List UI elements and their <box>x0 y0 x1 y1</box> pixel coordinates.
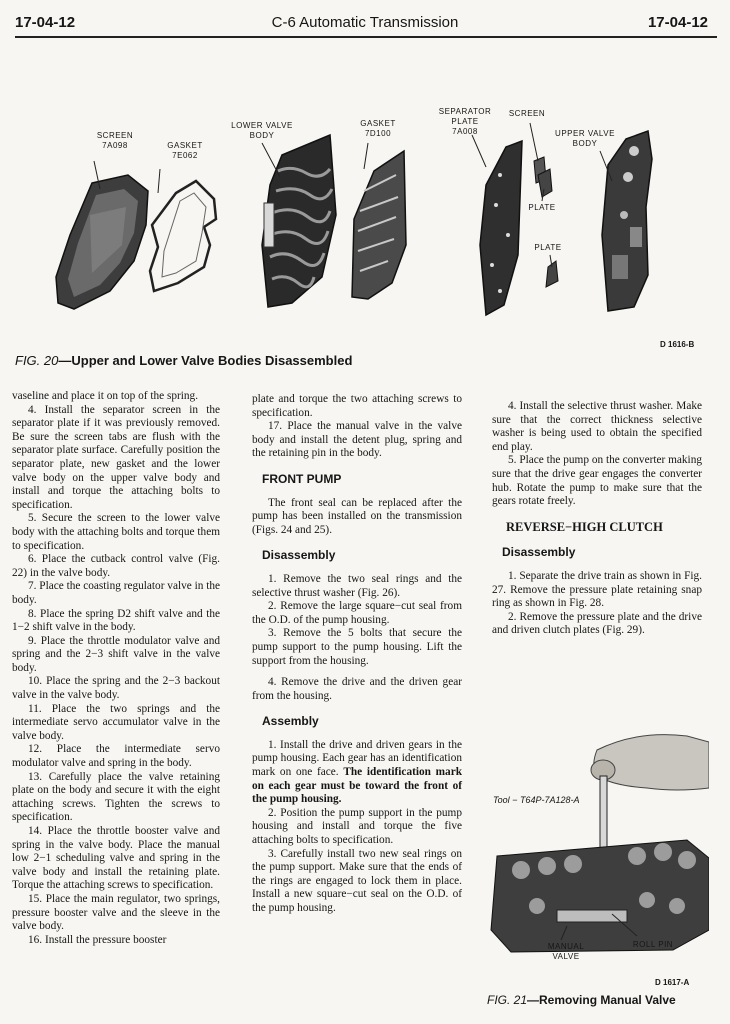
heading-disassembly-2: Disassembly <box>502 545 576 560</box>
paragraph: 3. Remove the 5 bolts that secure the pump support to the pump housing. Lift the support from the housing. <box>252 627 462 667</box>
separator-plate-part <box>480 141 522 315</box>
screen-part <box>56 175 148 309</box>
paragraph: 2. Position the pump support in the pump housing and install and torque the five attaching bolts to specification. <box>252 806 462 847</box>
callout-upper-valve-body: UPPER VALVE BODY <box>555 129 615 148</box>
figure-20-illustration <box>30 95 710 330</box>
manual-valve-removal-illustration <box>487 730 709 992</box>
figure-21-ref-code: D 1617-A <box>655 978 690 987</box>
manual-valve-shape <box>557 910 627 922</box>
callout-plate-upper: PLATE <box>528 203 556 212</box>
paragraph: 14. Place the throttle booster valve and spring in the valve body. Place the manual low 2−1 scheduling valve and spring in the valve body and install the retaining plate. Torque the attaching screws to specification. <box>12 825 220 892</box>
paragraph: 15. Place the main regulator, two springs, pressure booster valve and the sleeve in the valve body. <box>12 892 220 933</box>
callout-gasket-7e062: GASKET 7E062 <box>167 141 203 160</box>
paragraph: 6. Place the cutback control valve (Fig. 22) in the valve body. <box>12 553 220 579</box>
paragraph: 16. Install the pressure booster <box>28 933 167 946</box>
paragraph: 12. Place the intermediate servo modulator valve and spring in the body. <box>12 743 220 770</box>
figure-20-ref-code: D 1616-B <box>660 340 695 349</box>
paragraph: 5. Place the pump on the converter making sure that the drive gear engages the converter hub. Rotate the pump to make sure that the gears rotate freely. <box>492 454 702 508</box>
text-column-1 <box>12 390 220 947</box>
tool-callout: Tool − T64P-7A128-A <box>493 795 580 805</box>
paragraph <box>252 739 462 807</box>
paragraph: 4. Install the separator screen in the separator plate if it was previously removed. Be sure the screen tabs are flush with the separator plate surface. Carefully position the separator plate, new gasket and the lower valve body on the upper valve body and install and torque the attaching bolts to specification. <box>12 403 220 511</box>
paragraph: The front seal can be replaced after the pump has been installed on the transmission (Figs. 24 and 25). <box>252 496 462 536</box>
callout-screen-small: SCREEN <box>508 109 546 118</box>
heading-assembly: Assembly <box>262 714 319 729</box>
paragraph: plate and torque the two attaching screws to specification. <box>252 393 462 419</box>
paragraph: 4. Remove the drive and the driven gear from the housing. <box>252 676 462 702</box>
heading-reverse-high-clutch: REVERSE−HIGH CLUTCH <box>506 519 663 534</box>
roll-pin-callout: ROLL PIN <box>632 940 674 949</box>
figure-21-photo <box>487 730 709 992</box>
paragraph: 1. Remove the two seal rings and the selective thrust washer (Fig. 26). <box>252 572 462 599</box>
figure-20-title: —Upper and Lower Valve Bodies Disassembled <box>58 353 353 368</box>
gasket-7e062-part <box>150 181 216 291</box>
callout-plate-lower: PLATE <box>534 243 562 252</box>
figure-21-title: —Removing Manual Valve <box>527 993 676 1007</box>
text-column-2 <box>252 393 462 916</box>
paragraph: 4. Install the selective thrust washer. Make sure that the correct thickness selective washer is being used to obtain the specified end play. <box>492 400 702 453</box>
lower-valve-body-part <box>262 135 336 307</box>
paragraph: 17. Place the manual valve in the valve body and install the detent plug, spring and the retaining pin in the body. <box>252 420 462 460</box>
heading-disassembly: Disassembly <box>262 548 336 563</box>
figure-21-caption <box>487 994 697 1007</box>
paragraph: 8. Place the spring D2 shift valve and the 1−2 shift valve in the body. <box>12 607 220 634</box>
callout-lower-valve-body: LOWER VALVE BODY <box>231 121 293 140</box>
paragraph: 3. Carefully install two new seal rings on the pump support. Make sure that the ends of the rings are engaged to lock them in place. Install a new square−cut seal on the O.D. of the pump housing. <box>252 847 462 914</box>
paragraph: vaseline and place it on top of the spring. <box>12 390 199 402</box>
paragraph: 10. Place the spring and the 2−3 backout valve in the valve body. <box>12 675 220 702</box>
paragraph: 13. Carefully place the valve retaining plate on the body and secure it with the eight attaching screws. Tighten the screws to specification. <box>12 770 220 824</box>
figure-21-label: FIG. 21 <box>487 993 528 1007</box>
running-title: C-6 Automatic Transmission <box>271 14 459 31</box>
paragraph: 7. Place the coasting regulator valve in the body. <box>12 580 220 606</box>
callout-screen: SCREEN 7A098 <box>96 131 134 150</box>
gasket-7d100-part <box>352 151 406 299</box>
paragraph: 5. Secure the screen to the lower valve body with the attaching bolts and torque them to specification. <box>12 512 220 552</box>
page-number-right: 17-04-12 <box>647 14 708 31</box>
figure-20-caption <box>15 353 352 368</box>
heading-front-pump: FRONT PUMP <box>262 471 342 486</box>
assembly-step-1-text: 1. Install the drive and driven gears in the pump housing. Each gear has an identification mark on one face. <box>252 738 462 779</box>
text-column-3 <box>492 400 702 638</box>
paragraph: 9. Place the throttle modulator valve and spring and the 2−3 shift valve in the valve body. <box>12 634 220 674</box>
paragraph: 2. Remove the pressure plate and the drive and driven clutch plates (Fig. 29). <box>492 610 702 637</box>
assembly-step-1-warning: The identification mark on each gear must be toward the front of the pump housing. <box>252 766 463 806</box>
paragraph: 1. Separate the drive train as shown in Fig. 27. Remove the pressure plate retaining snap ring as shown in Fig. 28. <box>492 569 702 610</box>
paragraph: 2. Remove the large square−cut seal from the O.D. of the pump housing. <box>252 600 462 626</box>
callout-separator-plate: SEPARATOR PLATE 7A008 <box>438 107 492 136</box>
page-number-left: 17-04-12 <box>15 14 76 31</box>
callout-gasket-7d100: GASKET 7D100 <box>360 119 396 138</box>
paragraph: 11. Place the two springs and the intermediate servo accumulator valve in the valve body. <box>12 702 220 742</box>
upper-valve-body-part <box>602 131 652 311</box>
valve-body-shape <box>491 840 709 952</box>
figure-20-label: FIG. 20 <box>15 353 59 368</box>
manual-valve-callout: MANUAL VALVE <box>547 942 585 961</box>
header-rule <box>15 36 717 38</box>
